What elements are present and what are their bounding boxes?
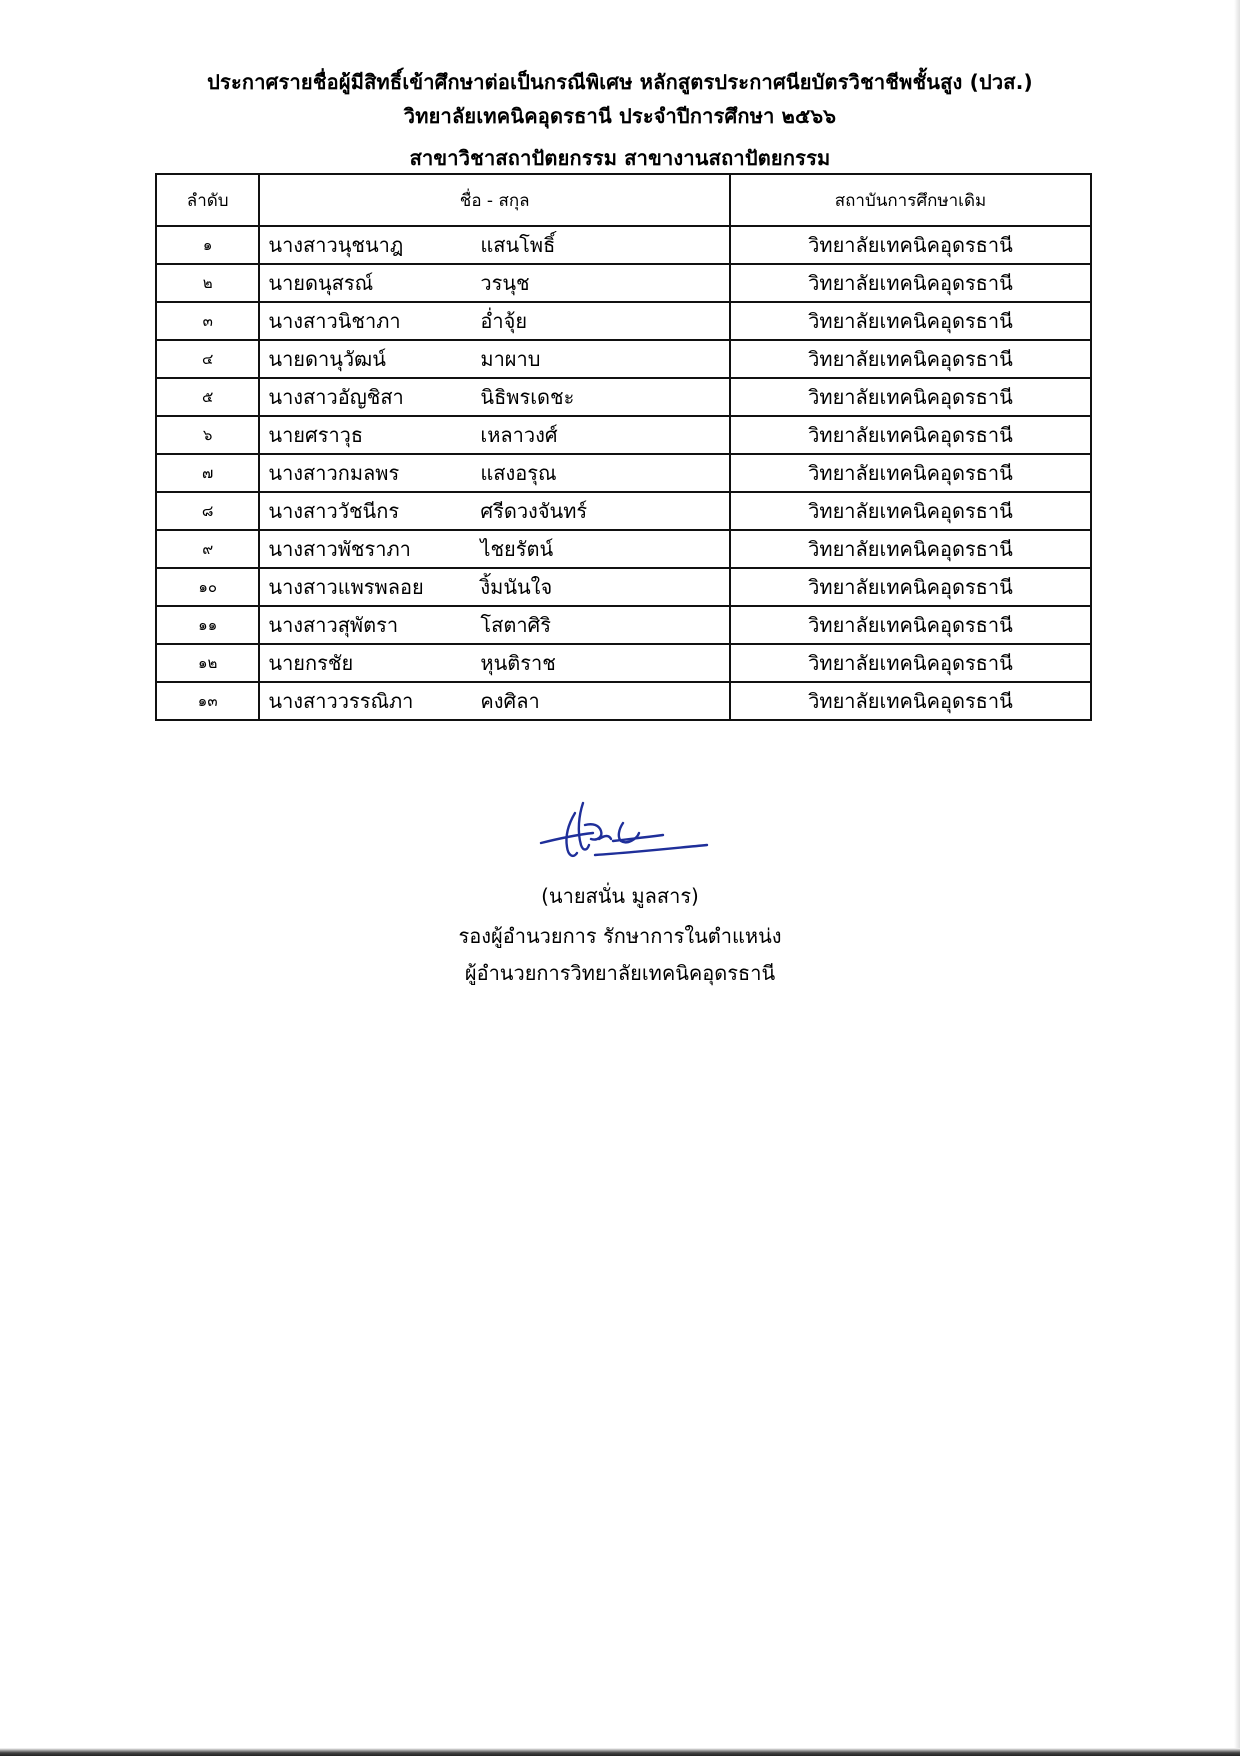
- table-row: [156, 644, 1091, 682]
- row-institution: วิทยาลัยเทคนิคอุดรธานี: [730, 492, 1091, 530]
- first-name: นางสาวแพรพลอย: [268, 575, 424, 599]
- row-name: [259, 606, 730, 644]
- last-name: โสตาศิริ: [480, 613, 551, 637]
- handwritten-signature: [535, 795, 715, 875]
- first-name: นางสาวพัชราภา: [268, 537, 411, 561]
- signatory-position: รองผู้อำนวยการ รักษาการในตำแหน่ง: [458, 924, 782, 948]
- last-name: มาผาบ: [480, 347, 541, 371]
- table-header-row: [156, 174, 1091, 226]
- last-name: หุนติราช: [480, 651, 556, 675]
- row-institution: วิทยาลัยเทคนิคอุดรธานี: [730, 264, 1091, 302]
- signatory-name: (นายสนั่น มูลสาร): [541, 884, 699, 908]
- row-institution: วิทยาลัยเทคนิคอุดรธานี: [730, 606, 1091, 644]
- row-name: [259, 682, 730, 720]
- row-institution: วิทยาลัยเทคนิคอุดรธานี: [730, 340, 1091, 378]
- row-no: ๖: [156, 416, 259, 454]
- row-no: ๔: [156, 340, 259, 378]
- row-institution: วิทยาลัยเทคนิคอุดรธานี: [730, 302, 1091, 340]
- row-no: ๑๑: [156, 606, 259, 644]
- row-name: [259, 492, 730, 530]
- row-name: [259, 340, 730, 378]
- row-institution: วิทยาลัยเทคนิคอุดรธานี: [730, 682, 1091, 720]
- last-name: แสนโพธิ์: [480, 233, 556, 257]
- table-row: [156, 454, 1091, 492]
- college-and-year: วิทยาลัยเทคนิคอุดรธานี ประจำปีการศึกษา ๒๕๖๖: [403, 104, 837, 128]
- table-row: [156, 264, 1091, 302]
- row-no: ๗: [156, 454, 259, 492]
- row-institution: วิทยาลัยเทคนิคอุดรธานี: [730, 226, 1091, 264]
- table-row: [156, 682, 1091, 720]
- header-name: ชื่อ - สกุล: [259, 174, 730, 226]
- last-name: อ่ำจุ้ย: [480, 309, 528, 333]
- table-row: [156, 530, 1091, 568]
- student-list-table: [155, 173, 1092, 721]
- last-name: เหลาวงศ์: [480, 423, 558, 447]
- row-name: [259, 530, 730, 568]
- table-row: [156, 492, 1091, 530]
- row-name: [259, 226, 730, 264]
- row-name: [259, 454, 730, 492]
- table-row: [156, 302, 1091, 340]
- row-no: ๑๐: [156, 568, 259, 606]
- table-row: [156, 378, 1091, 416]
- first-name: นางสาวนิชาภา: [268, 309, 401, 333]
- row-name: [259, 302, 730, 340]
- row-no: ๑๒: [156, 644, 259, 682]
- row-no: ๓: [156, 302, 259, 340]
- header-no: ลำดับ: [156, 174, 259, 226]
- first-name: นางสาวนุชนาฎ: [268, 233, 404, 257]
- header-institution: สถาบันการศึกษาเดิม: [730, 174, 1091, 226]
- first-name: นายดนุสรณ์: [268, 271, 374, 295]
- table-row: [156, 340, 1091, 378]
- last-name: คงศิลา: [480, 689, 540, 713]
- table-row: [156, 226, 1091, 264]
- row-institution: วิทยาลัยเทคนิคอุดรธานี: [730, 568, 1091, 606]
- table-row: [156, 606, 1091, 644]
- first-name: นายกรชัย: [268, 651, 354, 675]
- row-no: ๑: [156, 226, 259, 264]
- row-no: ๑๓: [156, 682, 259, 720]
- signatory-position-detail: ผู้อำนวยการวิทยาลัยเทคนิคอุดรธานี: [464, 961, 776, 985]
- last-name: นิธิพรเดชะ: [480, 385, 575, 409]
- row-institution: วิทยาลัยเทคนิคอุดรธานี: [730, 454, 1091, 492]
- row-name: [259, 644, 730, 682]
- last-name: ศรีดวงจันทร์: [480, 499, 588, 523]
- row-institution: วิทยาลัยเทคนิคอุดรธานี: [730, 644, 1091, 682]
- first-name: นางสาวสุพัตรา: [268, 613, 399, 637]
- last-name: ไชยรัตน์: [480, 537, 554, 561]
- last-name: วรนุช: [480, 271, 530, 295]
- first-name: นายศราวุธ: [268, 423, 364, 447]
- announcement-title: ประกาศรายชื่อผู้มีสิทธิ์เข้าศึกษาต่อเป็นกรณีพิเศษ หลักสูตรประกาศนียบัตรวิชาชีพชั้นสูง (ปวส.): [207, 70, 1033, 94]
- first-name: นายดานุวัฒน์: [268, 347, 386, 371]
- row-no: ๕: [156, 378, 259, 416]
- last-name: แสงอรุณ: [480, 461, 557, 485]
- first-name: นางสาวอัญชิสา: [268, 385, 404, 409]
- row-name: [259, 264, 730, 302]
- row-name: [259, 568, 730, 606]
- first-name: นางสาววัชนีกร: [268, 499, 400, 523]
- table-row: [156, 568, 1091, 606]
- first-name: นางสาววรรณิภา: [268, 689, 414, 713]
- table-row: [156, 416, 1091, 454]
- program-subtitle: สาขาวิชาสถาปัตยกรรม สาขางานสถาปัตยกรรม: [409, 146, 831, 170]
- first-name: นางสาวกมลพร: [268, 461, 400, 485]
- row-name: [259, 378, 730, 416]
- last-name: งิ้มนันใจ: [480, 575, 553, 599]
- row-institution: วิทยาลัยเทคนิคอุดรธานี: [730, 416, 1091, 454]
- row-no: ๘: [156, 492, 259, 530]
- scan-bottom-edge: [0, 1748, 1240, 1756]
- row-institution: วิทยาลัยเทคนิคอุดรธานี: [730, 378, 1091, 416]
- row-no: ๙: [156, 530, 259, 568]
- scan-edge-shadow: [1234, 0, 1240, 1756]
- row-name: [259, 416, 730, 454]
- row-no: ๒: [156, 264, 259, 302]
- row-institution: วิทยาลัยเทคนิคอุดรธานี: [730, 530, 1091, 568]
